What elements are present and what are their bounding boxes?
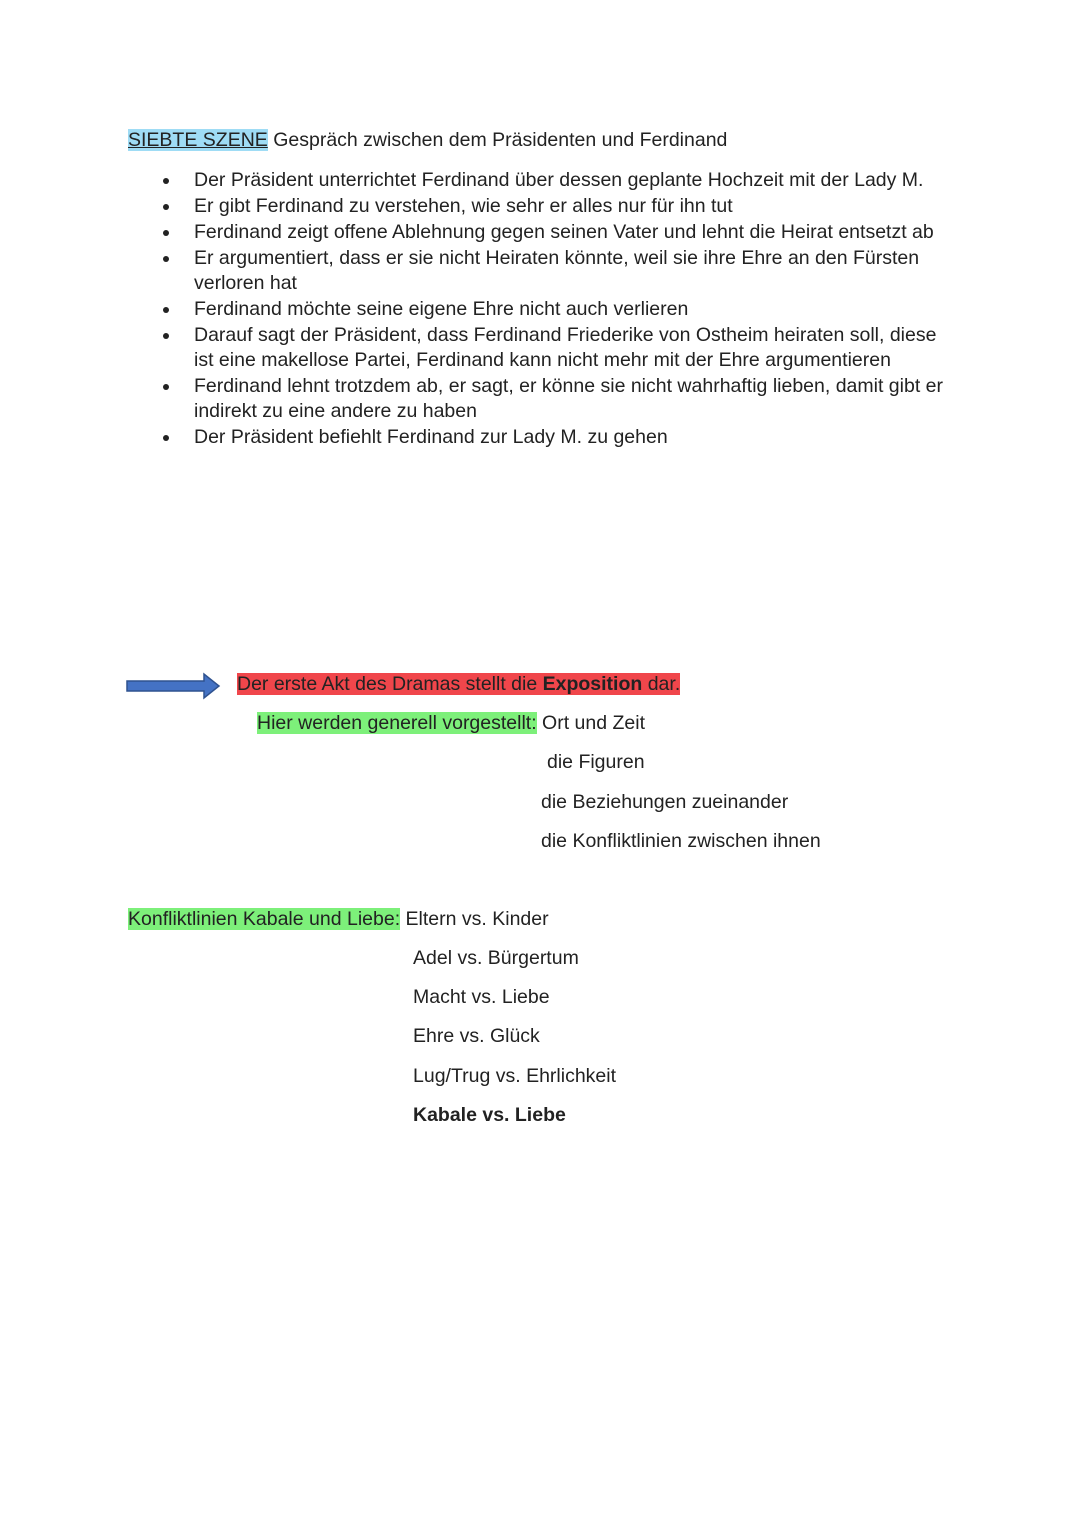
conflicts-row-1 [128, 907, 549, 932]
exposition-keyword: Exposition [542, 673, 643, 695]
conflict-item: Macht vs. Liebe [413, 986, 550, 1008]
exposition-statement [237, 672, 680, 697]
exposition-prefix: Der erste Akt des Dramas stellt die [237, 673, 543, 695]
conflict-item-main: Kabale vs. Liebe [413, 1104, 566, 1126]
scene-title: Gespräch zwischen dem Präsidenten und Ferdinand [267, 129, 728, 151]
conflict-item: Adel vs. Bürgertum [413, 947, 579, 969]
list-item: Ferdinand zeigt offene Ablehnung gegen seinen Vater und lehnt die Heirat entsetzt ab [128, 220, 958, 245]
conflict-item: Ehre vs. Glück [413, 1025, 540, 1047]
exposition-intro: Hier werden generell vorgestellt: [257, 712, 537, 734]
list-item: Der Präsident befiehlt Ferdinand zur Lady M. zu gehen [128, 425, 958, 450]
exposition-highlight [237, 673, 680, 695]
list-item: Ferdinand lehnt trotzdem ab, er sagt, er könne sie nicht wahrhaftig lieben, damit gibt er indirekt zu eine andere zu haben [128, 374, 958, 424]
scene-summary-list [128, 168, 958, 451]
list-item: Er gibt Ferdinand zu verstehen, wie sehr er alles nur für ihn tut [128, 194, 958, 219]
list-item: Der Präsident unterrichtet Ferdinand über dessen geplante Hochzeit mit der Lady M. [128, 168, 958, 193]
list-item: Er argumentiert, dass er sie nicht Heiraten könnte, weil sie ihre Ehre an den Fürsten verloren hat [128, 246, 958, 296]
exposition-item: Ort und Zeit [536, 712, 646, 734]
exposition-item: die Figuren [547, 751, 645, 773]
conflict-item: Eltern vs. Kinder [400, 908, 549, 930]
list-item: Ferdinand möchte seine eigene Ehre nicht auch verlieren [128, 297, 958, 322]
exposition-item: die Konfliktlinien zwischen ihnen [541, 830, 821, 852]
exposition-item: die Beziehungen zueinander [541, 791, 789, 813]
scene-heading [128, 128, 727, 153]
conflict-item: Lug/Trug vs. Ehrlichkeit [413, 1065, 617, 1087]
exposition-suffix: dar. [642, 673, 681, 695]
exposition-items-row-1 [257, 711, 645, 736]
scene-label: SIEBTE SZENE [128, 129, 268, 151]
conflicts-label: Konfliktlinien Kabale und Liebe: [128, 908, 401, 930]
list-item: Darauf sagt der Präsident, dass Ferdinand Friederike von Ostheim heiraten soll, diese ist eine makellose Partei, Ferdinand kann nicht mehr mit der Ehre argumentieren [128, 323, 958, 373]
right-arrow-icon [126, 671, 222, 701]
